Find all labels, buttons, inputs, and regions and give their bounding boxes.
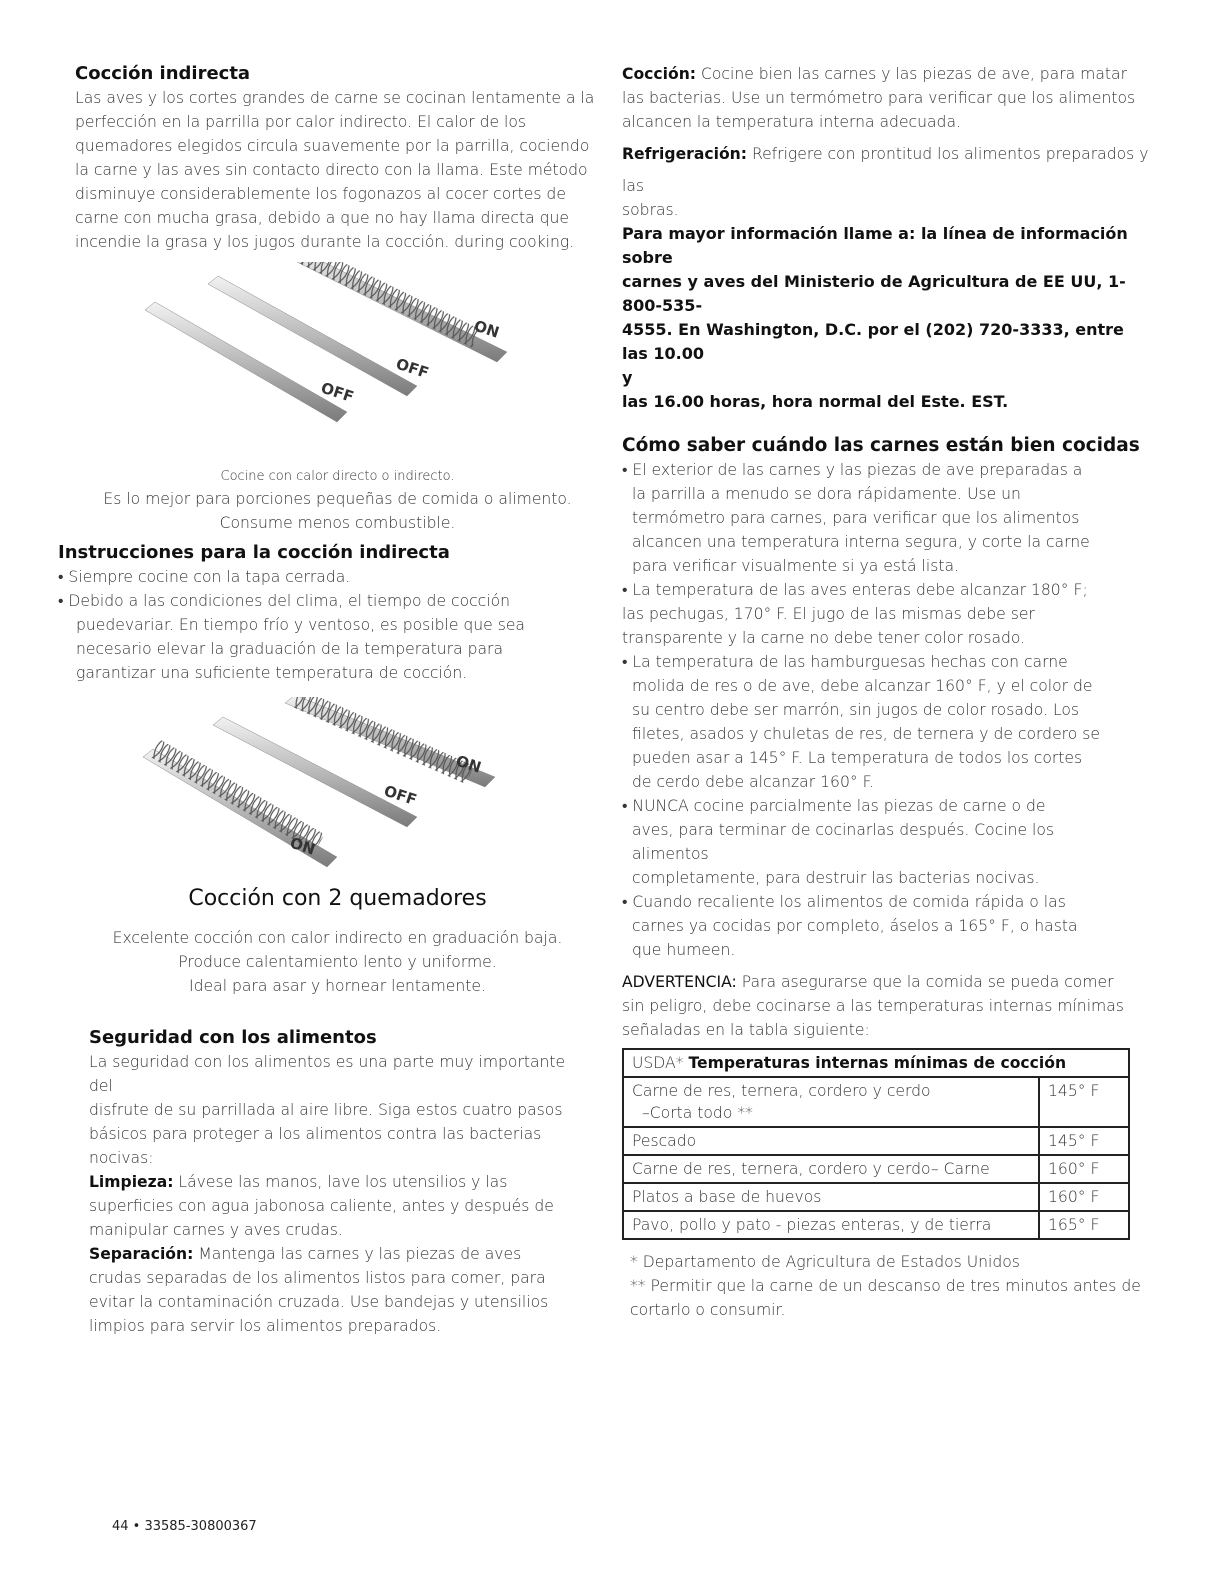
list-item: • Debido a las condiciones del clima, el tiempo de cocción xyxy=(58,592,511,610)
table-cell-temp: 145° F xyxy=(1039,1127,1129,1155)
warning-line: sin peligro, debe cocinarse a las temperaturas internas mínimas xyxy=(622,997,1124,1015)
text-line: carne con mucha grasa, debido a que no hay llama directa que xyxy=(75,209,569,227)
refrigeracion-label: Refrigeración: xyxy=(622,145,747,163)
text-line: quemadores elegidos circula suavemente por la parrilla, cociendo xyxy=(75,137,590,155)
info-line: 4555. En Washington, D.C. por el (202) 720-3333, entre las 10.00 xyxy=(622,320,1124,363)
text-line xyxy=(622,142,1152,166)
refrigeracion-text: Refrigere con prontitud los alimentos preparados y xyxy=(747,145,1149,163)
footnote: * Departamento de Agricultura de Estados Unidos xyxy=(630,1253,1020,1271)
burner-illustration xyxy=(75,262,600,467)
list-item: alcancen una temperatura interna segura, y corte la carne xyxy=(632,533,1090,551)
info-line: las 16.00 horas, hora normal del Este. EST. xyxy=(622,392,1009,411)
text-line: superficies con agua jabonosa caliente, antes y después de xyxy=(89,1197,554,1215)
burner-label-off: OFF xyxy=(393,354,431,383)
figure-caption: Consume menos combustible. xyxy=(219,514,456,532)
page-footer: 44 • 33585-30800367 xyxy=(112,1519,257,1534)
text-line: manipular carnes y aves crudas. xyxy=(89,1221,343,1239)
burner-tube-front xyxy=(145,302,347,422)
table-header-title: Temperaturas internas mínimas de cocción xyxy=(688,1054,1067,1072)
table-cell-temp: 165° F xyxy=(1039,1211,1129,1239)
burner-diagram-1 xyxy=(75,262,600,467)
burner-label-off: OFF xyxy=(381,781,419,810)
list-item: • La temperatura de las hamburguesas hechas con carne xyxy=(622,653,1068,671)
list-item: que humeen. xyxy=(632,941,736,959)
text-line: La seguridad con los alimentos es una parte muy importante xyxy=(89,1053,566,1071)
text-line: disfrute de su parrillada al aire libre. Siga estos cuatro pasos xyxy=(89,1101,563,1119)
info-line: carnes y aves del Ministerio de Agricultura de EE UU, 1-800-535- xyxy=(622,272,1126,315)
list-item: carnes ya cocidas por completo, áselos a 165° F, o hasta xyxy=(632,917,1078,935)
text-line: incendie la grasa y los jugos durante la cocción. during cooking. xyxy=(75,233,575,251)
list-item: garantizar una suficiente temperatura de cocción. xyxy=(76,664,468,682)
info-line: Para mayor información llame a: la línea de información sobre xyxy=(622,224,1128,267)
two-burner-title: Cocción con 2 quemadores xyxy=(188,886,487,911)
separacion-text: Mantenga las carnes y las piezas de aves xyxy=(193,1245,522,1263)
two-burner-caption xyxy=(75,926,600,998)
footnote: cortarlo o consumir. xyxy=(630,1301,786,1319)
table-cell-food: Pavo, pollo y pato - piezas enteras, y de tierra xyxy=(623,1211,1039,1239)
list-item: su centro debe ser marrón, sin jugos de color rosado. Los xyxy=(632,701,1080,719)
text-line: las bacterias. Use un termómetro para verificar que los alimentos xyxy=(622,89,1136,107)
table-row xyxy=(623,1183,1129,1211)
indirect-cooking-text xyxy=(75,86,600,254)
info-line: y xyxy=(622,368,633,387)
warning-line xyxy=(622,970,1152,994)
table-row xyxy=(623,1155,1129,1183)
burner-tube-back-with-flames xyxy=(285,262,507,362)
text-line: perfección en la parrilla por calor indirecto. El calor de los xyxy=(75,113,527,131)
table-notes xyxy=(622,1250,1152,1322)
food-safety-section xyxy=(89,1026,600,1338)
list-item: necesario elevar la graduación de la temperatura para xyxy=(76,640,504,658)
separacion-label: Separación: xyxy=(89,1245,194,1263)
warning-text: Para asegurarse que la comida se pueda comer xyxy=(736,973,1114,991)
food-safety-title: Seguridad con los alimentos xyxy=(89,1027,377,1048)
list-item: filetes, asados y chuletas de res, de ternera y de cordero se xyxy=(632,725,1100,743)
text-line xyxy=(89,1242,600,1266)
text-line: del xyxy=(89,1077,113,1095)
figure-caption: Es lo mejor para porciones pequeñas de comida o alimento. xyxy=(103,490,572,508)
list-item: las pechugas, 170° F. El jugo de las mismas debe ser xyxy=(622,605,1035,623)
info-block xyxy=(622,222,1152,414)
list-item: alimentos xyxy=(632,845,709,863)
table-header xyxy=(623,1049,1129,1077)
text-line: la carne y las aves sin contacto directo con la llama. Este método xyxy=(75,161,588,179)
coccion-label: Cocción: xyxy=(622,65,697,83)
instructions-list xyxy=(58,565,600,685)
figure-caption: Cocine con calor directo o indirecto. xyxy=(220,469,455,484)
table-cell-food xyxy=(623,1077,1039,1127)
text-line: disminuye considerablemente los fogonazos al cocer cortes de xyxy=(75,185,566,203)
table-cell-temp: 160° F xyxy=(1039,1155,1129,1183)
limpieza-label: Limpieza: xyxy=(89,1173,174,1191)
text-line: alcancen la temperatura interna adecuada. xyxy=(622,113,961,131)
list-item: transparente y la carne no debe tener color rosado. xyxy=(622,629,1026,647)
burner-label-on: ON xyxy=(453,751,484,777)
warning-label: ADVERTENCIA: xyxy=(622,973,737,991)
figure-caption: Excelente cocción con calor indirecto en graduación baja. xyxy=(112,929,563,947)
table-cell-text: –Corta todo ** xyxy=(642,1104,753,1122)
list-item: para verificar visualmente si ya está lista. xyxy=(632,557,959,575)
right-column xyxy=(622,62,1152,1322)
burner-label-off: OFF xyxy=(318,378,356,407)
text-line: las xyxy=(622,177,645,195)
table-cell-food: Pescado xyxy=(623,1127,1039,1155)
burner-label-on: ON xyxy=(287,833,318,859)
list-item: termómetro para carnes, para verificar que los alimentos xyxy=(632,509,1080,527)
text-line: sobras. xyxy=(622,201,679,219)
text-line xyxy=(622,62,1152,86)
table-row xyxy=(623,1077,1129,1127)
left-column xyxy=(58,62,600,1338)
table-cell-food: Platos a base de huevos xyxy=(623,1183,1039,1211)
list-item: • La temperatura de las aves enteras debe alcanzar 180° F; xyxy=(622,581,1088,599)
figure-caption: Produce calentamiento lento y uniforme. xyxy=(178,953,497,971)
list-item: molida de res o de ave, debe alcanzar 160° F, y el color de xyxy=(632,677,1093,695)
list-item: pueden asar a 145° F. La temperatura de todos los cortes xyxy=(632,749,1083,767)
list-item: completamente, para destruir las bacterias nocivas. xyxy=(632,869,1040,887)
list-item: • NUNCA cocine parcialmente las piezas de carne o de xyxy=(622,797,1046,815)
list-item: • El exterior de las carnes y las piezas de ave preparadas a xyxy=(622,461,1083,479)
cooked-bullets xyxy=(622,458,1152,962)
text-line: limpios para servir los alimentos preparados. xyxy=(89,1317,442,1335)
limpieza-text: Lávese las manos, lave los utensilios y las xyxy=(173,1173,508,1191)
table-cell-temp: 160° F xyxy=(1039,1183,1129,1211)
list-item: • Siempre cocine con la tapa cerrada. xyxy=(58,568,351,586)
text-line xyxy=(89,1170,600,1194)
table-cell-food: Carne de res, ternera, cordero y cerdo– Carne xyxy=(623,1155,1039,1183)
text-line: evitar la contaminación cruzada. Use bandejas y utensilios xyxy=(89,1293,549,1311)
burner-label-on: ON xyxy=(471,316,502,342)
text-line: básicos para proteger a los alimentos contra las bacterias xyxy=(89,1125,542,1143)
text-line: Las aves y los cortes grandes de carne se cocinan lentamente a la xyxy=(75,89,595,107)
burner-illustration xyxy=(75,697,600,882)
figure-caption: Ideal para asar y hornear lentamente. xyxy=(189,977,486,995)
footnote: ** Permitir que la carne de un descanso de tres minutos antes de xyxy=(630,1277,1141,1295)
indirect-cooking-title: Cocción indirecta xyxy=(75,63,251,84)
text-line: nocivas: xyxy=(89,1149,154,1167)
list-item: la parrilla a menudo se dora rápidamente. Use un xyxy=(632,485,1021,503)
burner-diagram-2 xyxy=(75,697,600,882)
list-item: aves, para terminar de cocinarlas después. Cocine los xyxy=(632,821,1055,839)
table-cell-text: Carne de res, ternera, cordero y cerdo xyxy=(632,1082,931,1100)
usda-temperature-table xyxy=(622,1048,1130,1240)
cooked-title: Cómo saber cuándo las carnes están bien cocidas xyxy=(622,435,1140,456)
warning-line: señaladas en la tabla siguiente: xyxy=(622,1021,870,1039)
table-row xyxy=(623,1211,1129,1239)
table-cell-temp: 145° F xyxy=(1039,1077,1129,1127)
list-item: • Cuando recaliente los alimentos de comida rápida o las xyxy=(622,893,1066,911)
table-row xyxy=(623,1127,1129,1155)
table-header-prefix: USDA* xyxy=(632,1054,689,1072)
instructions-title: Instrucciones para la cocción indirecta xyxy=(58,542,450,563)
list-item: puedevariar. En tiempo frío y ventoso, es posible que sea xyxy=(76,616,525,634)
text-line: crudas separadas de los alimentos listos para comer, para xyxy=(89,1269,546,1287)
coccion-text: Cocine bien las carnes y las piezas de ave, para matar xyxy=(696,65,1127,83)
list-item: de cerdo debe alcanzar 160° F. xyxy=(632,773,875,791)
table-header-row xyxy=(623,1049,1129,1077)
